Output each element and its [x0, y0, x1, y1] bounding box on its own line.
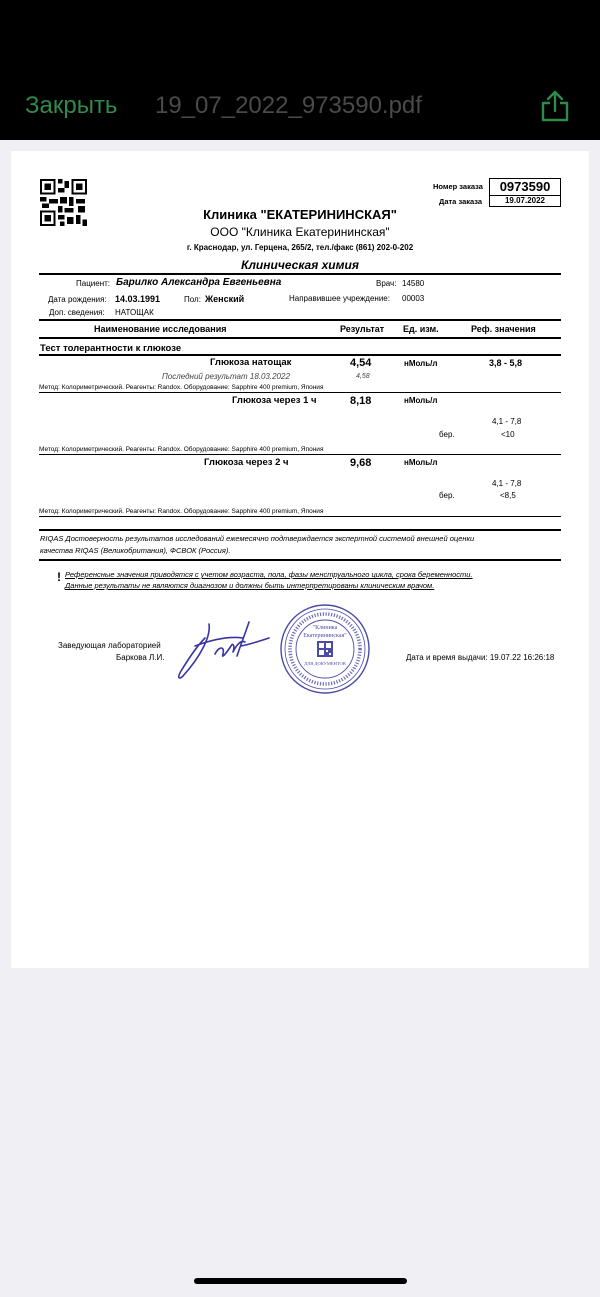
reference-pregnancy-label: бер.: [439, 491, 455, 500]
riqas-note-line2: качества RIQAS (Великобритания), ФСВОК (Россия).: [40, 546, 231, 555]
patient-name: Барилко Александра Евгеньевна: [116, 277, 282, 288]
riqas-note-line1: RIQAS Достоверность результатов исследований ежемесячно подтверждается экспертной системой внешней оценки: [40, 534, 475, 543]
header-unit: Ед. изм.: [403, 324, 439, 334]
order-number: 0973590: [489, 178, 561, 196]
order-number-label: Номер заказа: [433, 182, 483, 191]
patient-name-label: Пациент:: [76, 279, 111, 288]
divider: [39, 319, 561, 321]
clinic-company: ООО "Клиника Екатерининская": [210, 225, 390, 239]
clinic-stamp-icon: [279, 603, 371, 695]
order-date-label: Дата заказа: [439, 197, 483, 206]
stamp-text-line1: "Клиника: [312, 625, 338, 631]
reference-general: 4,1 - 7,8: [492, 417, 522, 426]
header-test-name: Наименование исследования: [94, 324, 227, 334]
test-unit: нМоль/л: [404, 396, 438, 405]
pdf-page[interactable]: [11, 151, 589, 968]
issue-datetime: Дата и время выдачи: 19.07.22 16:26:18: [406, 653, 555, 662]
header-result: Результат: [340, 324, 385, 334]
divider: [39, 392, 561, 393]
stamp-text-line2: Екатерининская": [303, 633, 347, 639]
reference-pregnancy: <10: [501, 430, 515, 439]
method-note: Метод: Колориметрический. Реагенты: Randox. Оборудование: Sapphire 400 premium, Япония: [39, 508, 324, 515]
divider: [39, 559, 561, 561]
birth-date: 14.03.1991: [115, 294, 161, 304]
divider: [39, 354, 561, 356]
lab-report-document: [11, 151, 589, 968]
divider: [39, 516, 561, 517]
sex-label: Пол:: [184, 295, 201, 304]
method-note: Метод: Колориметрический. Реагенты: Randox. Оборудование: Sapphire 400 premium, Япония: [39, 446, 324, 453]
reference-disclaimer: Референсные значения приводятся с учетом возраста, пола, фазы менструального цикла, срока беременности.: [65, 570, 473, 579]
doctor-label: Врач:: [376, 279, 397, 288]
divider: [39, 454, 561, 455]
divider: [39, 273, 561, 275]
last-result-label: Последний результат 18.03.2022: [162, 372, 290, 381]
clinic-name: Клиника "ЕКАТЕРИНИНСКАЯ": [203, 207, 397, 222]
extra-info-value: НАТОЩАК: [115, 308, 154, 317]
doctor-id: 14580: [402, 279, 425, 288]
extra-info-label: Доп. сведения:: [49, 308, 105, 317]
file-name-title: 19_07_2022_973590.pdf: [155, 92, 422, 119]
close-button[interactable]: Закрыть: [25, 92, 118, 119]
birth-date-label: Дата рождения:: [48, 295, 107, 304]
lab-head-title: Заведующая лабораторией: [58, 641, 161, 650]
test-name: Глюкоза через 1 ч: [232, 395, 317, 406]
home-indicator[interactable]: [194, 1278, 407, 1284]
warning-mark: !: [57, 570, 61, 584]
header-reference: Реф. значения: [471, 324, 536, 334]
test-name: Глюкоза через 2 ч: [204, 457, 289, 468]
test-result: 4,54: [350, 357, 372, 369]
referral-label: Направившее учреждение:: [289, 294, 390, 303]
divider: [39, 337, 561, 339]
sex-value: Женский: [205, 294, 245, 304]
test-group-title: Тест толерантности к глюкозе: [40, 343, 182, 354]
test-reference: 3,8 - 5,8: [489, 358, 523, 368]
lab-head-name: Баркова Л.И.: [116, 653, 165, 662]
test-name: Глюкоза натощак: [210, 357, 292, 368]
referral-value: 00003: [402, 294, 425, 303]
test-result: 9,68: [350, 457, 372, 469]
reference-pregnancy: <8,5: [500, 491, 516, 500]
order-date: 19.07.2022: [489, 195, 561, 207]
signature-icon: [171, 616, 271, 681]
last-result-value: 4,58: [356, 373, 370, 380]
clinic-address: г. Краснодар, ул. Герцена, 265/2, тел./факс (861) 202-0-202: [186, 243, 414, 252]
reference-general: 4,1 - 7,8: [492, 479, 522, 488]
divider: [39, 529, 561, 531]
diagnosis-disclaimer: Данные результаты не являются диагнозом и должны быть интерпретированы клиническим врачом.: [65, 581, 435, 590]
test-unit: нМоль/л: [404, 458, 438, 467]
test-unit: нМоль/л: [404, 359, 438, 368]
stamp-text-line3: ДЛЯ ДОКУМЕНТОВ: [304, 661, 346, 666]
section-title: Клиническая химия: [241, 258, 359, 272]
share-icon[interactable]: [540, 90, 570, 122]
method-note: Метод: Колориметрический. Реагенты: Randox. Оборудование: Sapphire 400 premium, Япония: [39, 384, 324, 391]
test-result: 8,18: [350, 395, 372, 407]
top-navigation-bar: [0, 0, 600, 140]
reference-pregnancy-label: бер.: [439, 430, 455, 439]
